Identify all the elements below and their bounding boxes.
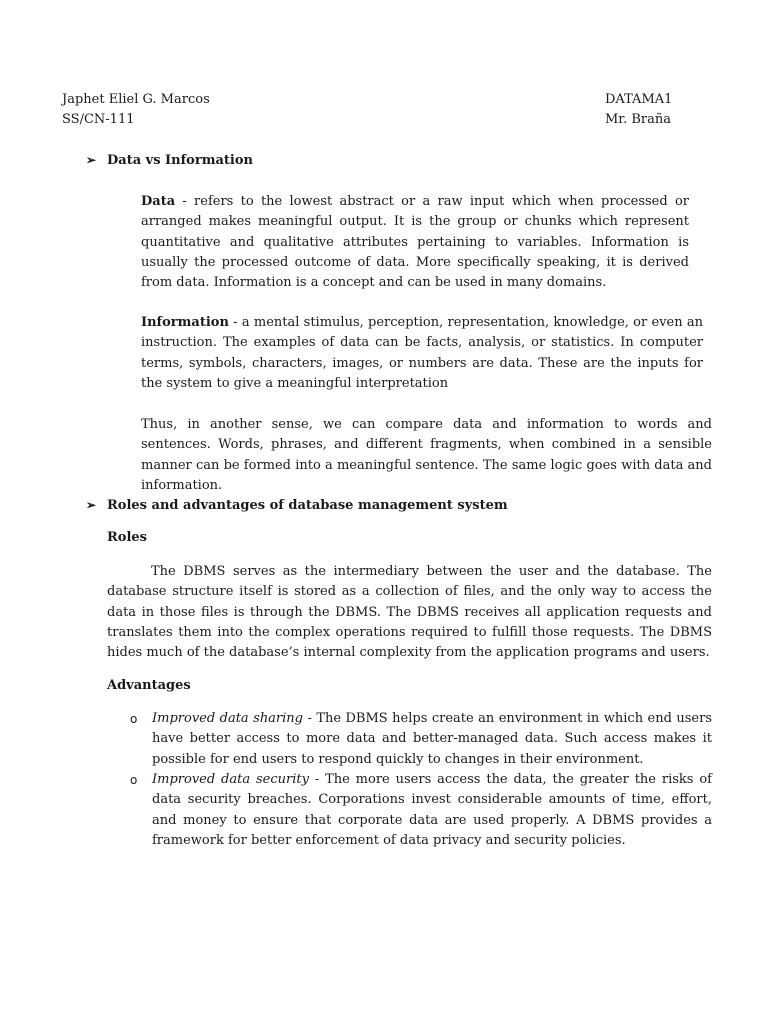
- list-bullet-icon: o: [130, 712, 138, 726]
- class-section: SS/CN-111: [62, 112, 135, 127]
- section-title: Roles and advantages of database management system: [107, 498, 508, 513]
- advantage-item: [152, 709, 712, 770]
- roles-paragraph: The DBMS serves as the intermediary between the user and the database. The database structure itself is stored as a collection of files, and the only way to access the data in those files is through the DBMS. The DBMS receives all application requests and translates them into the complex operations required to fulfill those requests. The DBMS hides much of the database’s internal complexity from the application programs and users.: [107, 564, 712, 661]
- advantage-item: [152, 770, 712, 851]
- data-definition-text: - refers to the lowest abstract or a raw input which when processed or arranged makes meaningful output. It is the group or chunks which represent quantitative and qualitative attributes pertaining to variables. Information is usually the processed outcome of data. More specifically speaking, it is derived from data. Information is a concept and can be used in many domains.: [141, 194, 689, 291]
- instructor-name: Mr. Braña: [605, 112, 672, 127]
- data-definition-paragraph: [141, 192, 689, 293]
- information-definition-text: - a mental stimulus, perception, representation, knowledge, or even an instruction. The examples of data can be facts, analysis, or statistics. In computer terms, symbols, characters, images, or numbers are data. These are the inputs for the system to give a meaningful interpretation: [141, 315, 703, 391]
- course-code: DATAMA1: [605, 92, 673, 107]
- advantages-subheading: Advantages: [107, 678, 191, 693]
- roles-subheading: Roles: [107, 530, 148, 545]
- advantage-text: - The DBMS helps create an environment in which end users have better access to more data and better-managed data. Such access makes it possible for end users to respond quickly to changes in their environment.: [152, 711, 712, 767]
- arrow-bullet-icon: ➢: [86, 498, 97, 512]
- advantage-term: Improved data sharing: [152, 711, 304, 726]
- information-term: Information: [141, 315, 229, 330]
- advantage-term: Improved data security: [152, 772, 309, 787]
- arrow-bullet-icon: ➢: [86, 153, 97, 167]
- section-title: Data vs Information: [107, 153, 253, 168]
- comparison-paragraph: Thus, in another sense, we can compare data and information to words and sentences. Words, phrases, and different fragments, when combined in a sensible manner can be formed into a meaningful sentence. The same logic goes with data and information.: [141, 417, 712, 493]
- data-term: Data: [141, 194, 176, 209]
- section-heading-data-vs-information: [86, 150, 253, 171]
- advantage-text: - The more users access the data, the greater the risks of data security breaches. Corporations invest considerable amounts of time, effort, and money to ensure that corporate data are used properly. A DBMS provides a framework for better enforcement of data privacy and security policies.: [152, 772, 712, 848]
- author-name: Japhet Eliel G. Marcos: [62, 92, 210, 107]
- information-definition-paragraph: [141, 313, 703, 394]
- list-bullet-icon: o: [130, 773, 138, 787]
- section-heading-dbms: [86, 495, 508, 516]
